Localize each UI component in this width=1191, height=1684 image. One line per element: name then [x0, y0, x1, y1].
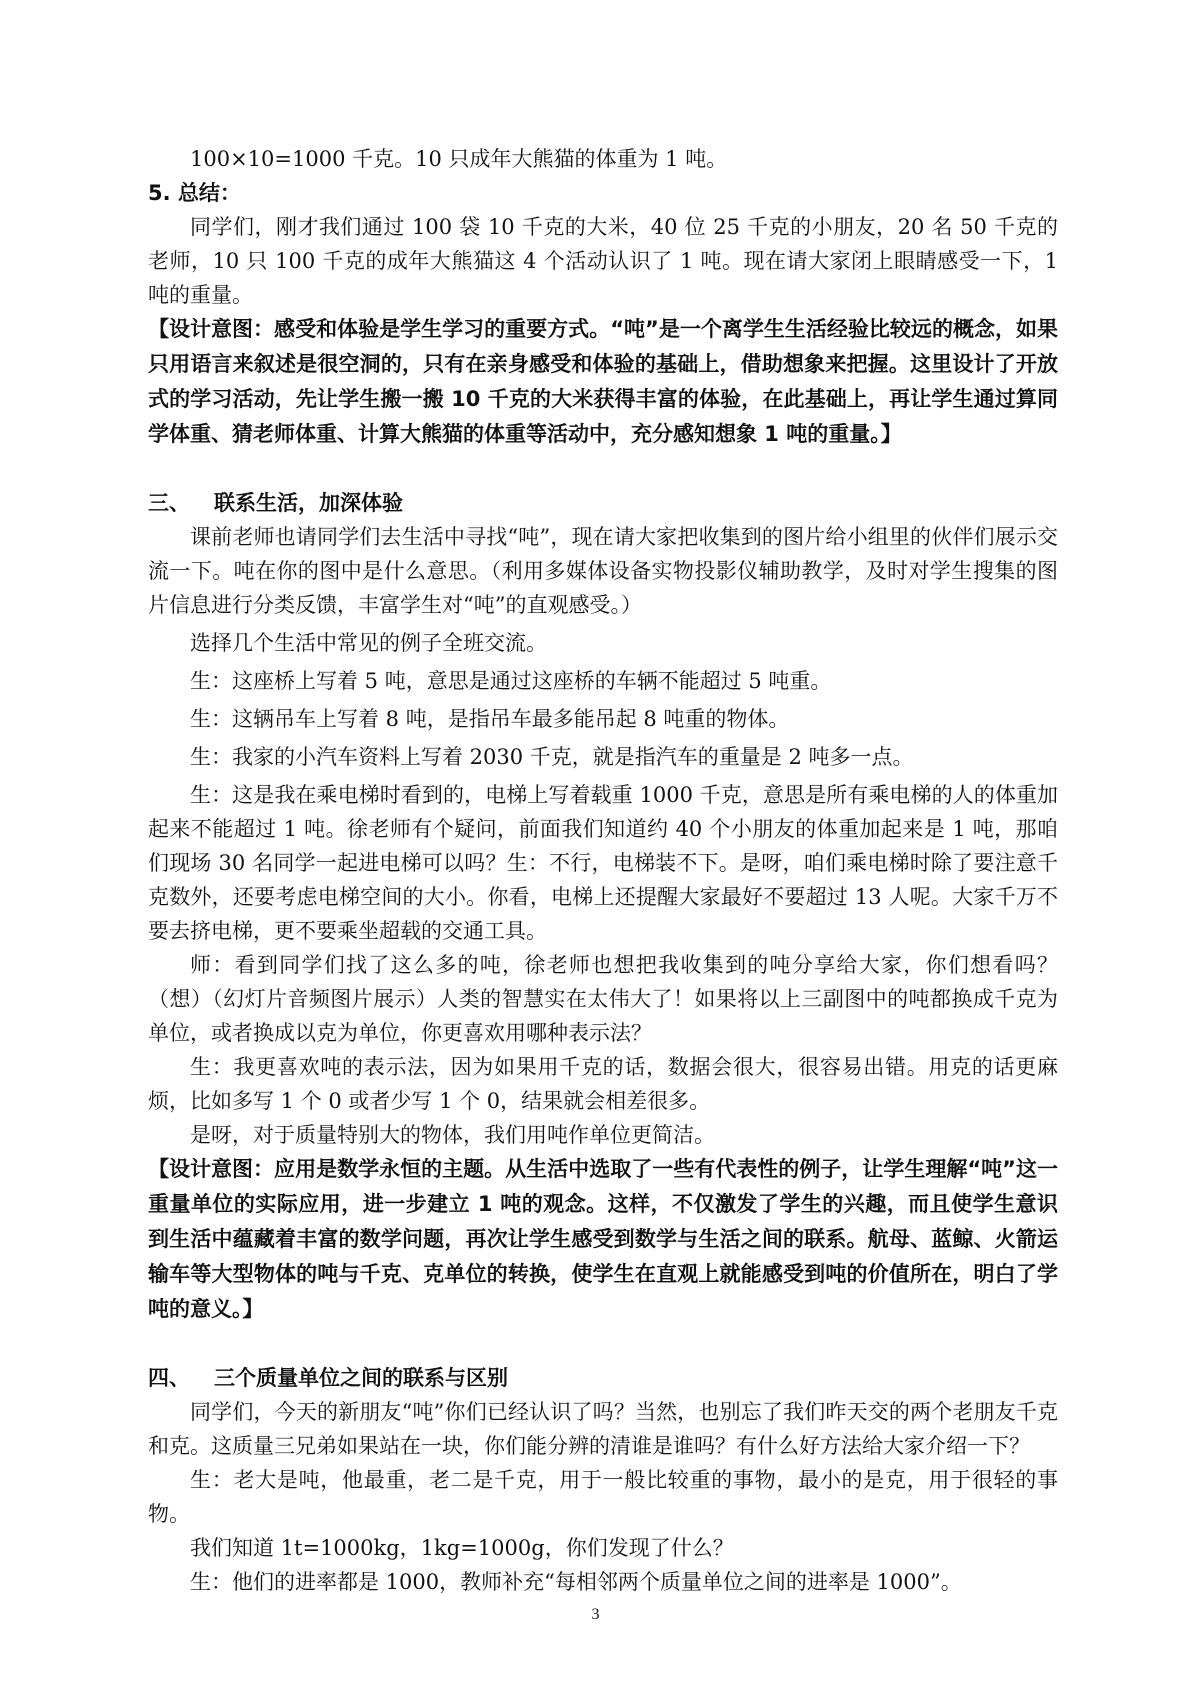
- section-3-paragraph-9: 是呀，对于质量特别大的物体，我们用吨作单位更简洁。: [190, 1123, 715, 1147]
- design-intent-2: 【设计意图：应用是数学永恒的主题。从生活中选取了一些有代表性的例子，让学生理解“吨”这一重量单位的实际应用，进一步建立 1 吨的观念。这样，不仅激发了学生的兴趣，而且使学生意识到生活中蕴藏着丰富的数学问题，再次让学生感受到数学与生活之间的联系。航母、蓝鲸、火箭运输车等大型物体的吨与千克、克单位的转换，使学生在直观上就能感受到吨的价值所在，明白了学吨的意义。】: [148, 1157, 1058, 1321]
- section-3-title: 联系生活，加深体验: [214, 491, 403, 515]
- section-4-paragraph-2: 生：老大是吨，他最重，老二是千克，用于一般比较重的事物，最小的是克，用于很轻的事物。: [148, 1468, 1058, 1526]
- section-4-paragraph-4: 生：他们的进率都是 1000，教师补充“每相邻两个质量单位之间的进率是 1000”。: [190, 1570, 962, 1594]
- page-number: 3: [591, 1606, 600, 1623]
- section-3-paragraph-7: 师：看到同学们找了这么多的吨，徐老师也想把我收集到的吨分享给大家，你们想看吗？（想）（幻灯片音频图片展示）人类的智慧实在太伟大了！如果将以上三副图中的吨都换成千克为单位，或者换成以克为单位，你更喜欢用哪种表示法？: [148, 953, 1058, 1045]
- section-3-paragraph-6: 生：这是我在乘电梯时看到的，电梯上写着载重 1000 千克，意思是所有乘电梯的人的体重加起来不能超过 1 吨。徐老师有个疑问，前面我们知道约 40 个小朋友的体重加起来是 1 吨，那咱们现场 30 名同学一起进电梯可以吗？生：不行，电梯装不下。是呀，咱们乘电梯时除了要注意千克数外，还要考虑电梯空间的大小。你看，电梯上还提醒大家最好不要超过 13 人呢。大家千万不要去挤电梯，更不要乘坐超载的交通工具。: [148, 783, 1058, 943]
- section-4-number: 四、: [148, 1366, 190, 1390]
- section-3-number: 三、: [148, 491, 190, 515]
- summary-paragraph: 同学们，刚才我们通过 100 袋 10 千克的大米，40 位 25 千克的小朋友，20 名 50 千克的老师，10 只 100 千克的成年大熊猫这 4 个活动认识了 1 吨。现在请大家闭上眼睛感受一下，1 吨的重量。: [148, 215, 1058, 307]
- section-3-paragraph-5: 生：我家的小汽车资料上写着 2030 千克，就是指汽车的重量是 2 吨多一点。: [190, 745, 914, 769]
- design-intent-1: 【设计意图：感受和体验是学生学习的重要方式。“吨”是一个离学生生活经验比较远的概念，如果只用语言来叙述是很空洞的，只有在亲身感受和体验的基础上，借助想象来把握。这里设计了开放式的学习活动，先让学生搬一搬 10 千克的大米获得丰富的体验，在此基础上，再让学生通过算同学体重、猜老师体重、计算大熊猫的体重等活动中，充分感知想象 1 吨的重量。】: [148, 317, 1058, 446]
- section-3-heading: [148, 486, 1058, 520]
- section-4-heading: [148, 1361, 1058, 1395]
- section-3-paragraph-1: 课前老师也请同学们去生活中寻找“吨”，现在请大家把收集到的图片给小组里的伙伴们展示交流一下。吨在你的图中是什么意思。（利用多媒体设备实物投影仪辅助教学，及时对学生搜集的图片信息进行分类反馈，丰富学生对“吨”的直观感受。）: [148, 525, 1058, 617]
- section-4-paragraph-3: 我们知道 1t=1000kg，1kg=1000g，你们发现了什么？: [190, 1536, 734, 1560]
- section-3-paragraph-2: 选择几个生活中常见的例子全班交流。: [190, 631, 547, 655]
- page-content: [148, 142, 1058, 1599]
- section-4-title: 三个质量单位之间的联系与区别: [214, 1366, 508, 1390]
- section-4-paragraph-1: 同学们，今天的新朋友“吨”你们已经认识了吗？当然，也别忘了我们昨天交的两个老朋友千克和克。这质量三兄弟如果站在一块，你们能分辨的清谁是谁吗？有什么好方法给大家介绍一下？: [148, 1400, 1058, 1458]
- panda-calculation-line: 100×10=1000 千克。10 只成年大熊猫的体重为 1 吨。: [190, 147, 728, 171]
- summary-heading: 5. 总结：: [148, 181, 241, 205]
- section-3-paragraph-8: 生：我更喜欢吨的表示法，因为如果用千克的话，数据会很大，很容易出错。用克的话更麻烦，比如多写 1 个 0 或者少写 1 个 0，结果就会相差很多。: [148, 1055, 1058, 1113]
- section-3-paragraph-3: 生：这座桥上写着 5 吨，意思是通过这座桥的车辆不能超过 5 吨重。: [190, 669, 832, 693]
- section-3-paragraph-4: 生：这辆吊车上写着 8 吨，是指吊车最多能吊起 8 吨重的物体。: [190, 707, 790, 731]
